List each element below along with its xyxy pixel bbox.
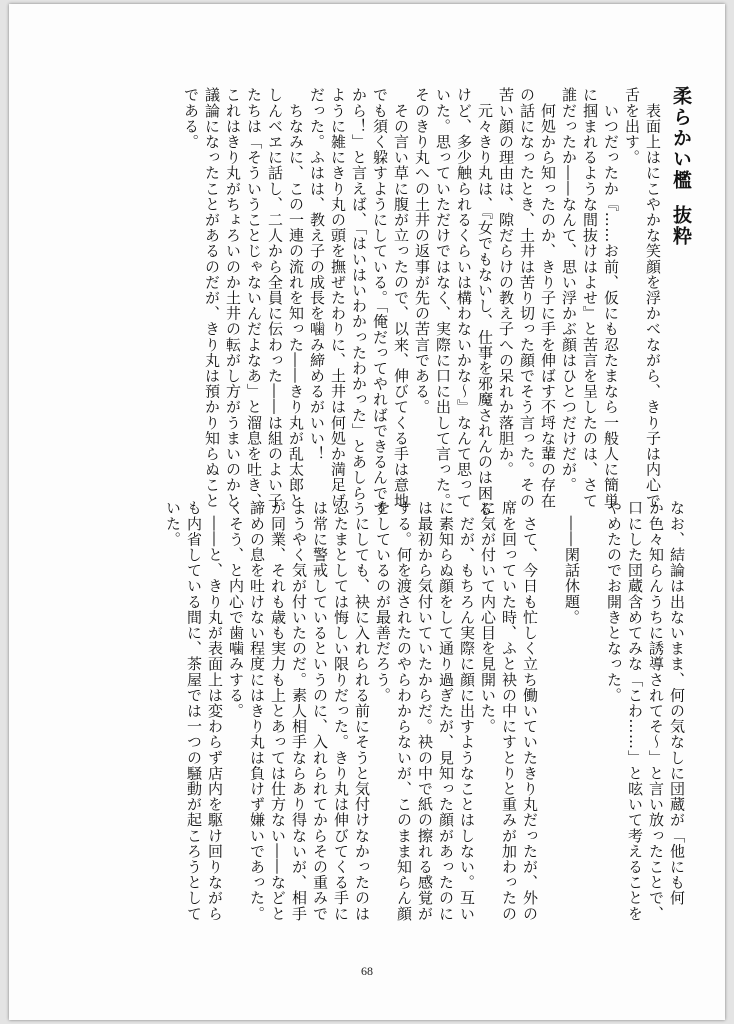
text-line: に掴まれるような間抜けはよせ』と苦言を呈したのは、さて [581,87,599,509]
upper-text-block [180,87,663,517]
text-line: いつだったか『……お前、仮にも忍たまなら一般人に簡単 [602,87,620,509]
text-line: は常に警戒しているというのに、入れられてからその重みで [311,500,329,922]
text-line [582,500,603,955]
text-line: しんベヱに話し、二人から全員に伝わった――は組のよい子 [266,87,284,509]
text-line: をしているのが最善だろう。 [374,500,392,703]
text-line: いた。思っていただけではなく、実際に口に出して言った。 [434,87,452,509]
text-line: ようやく気が付いたのだ。素人相手ならあり得ないが、相手 [290,500,308,922]
title-main: 柔らかい檻 [670,86,692,191]
text-line: 何処から知ったのか、きり子に手を伸ばす不埒な輩の存在 [539,87,557,509]
text-line: 表面上はにこやかな笑顔を浮かべながら、きり子は内心で [644,87,662,509]
document-page [9,4,725,1020]
text-line: に気が付いて内心目を見開いた。 [479,500,497,734]
text-line: ――と、きり丸が表面上は変わらず店内を駆け回りながら [206,500,224,922]
text-line: やめたのでお開きとなった。 [605,500,623,703]
text-line: に素知らぬ顔をして通り過ぎたが、見知った顔があったのに [437,500,455,922]
text-line: 誰だったか――なんて、思い浮かぶ顔はひとつだけだが。 [560,87,578,493]
text-line: する。何を渡されたのやらわからないが、このまま知らん顔 [395,500,413,922]
text-line: 口にした団蔵含めてみな「こわ……」と呟いて考えることを [626,500,644,922]
text-line: くそう、と内心で歯噛みする。 [227,500,245,719]
text-line: そのきり丸への土井の返事が先の苦言である。 [413,87,431,415]
text-line: でも須く躱すようにしている。「俺だってやればできるんです [371,87,389,517]
page-number: 68 [361,964,373,978]
text-line: の話になったとき、土井は苦り切った顔でそう言った。その [518,87,536,509]
text-line: は最初から気付いていたからだ。袂の中で紙の擦れる感覚が [416,500,434,922]
text-line: いた。 [164,500,182,547]
text-line: だった。ふはは、教え子の成長を噛み締めるがいい！ [308,87,326,462]
text-line: か色々知らんうちに誘導されてそ～」と言い放ったことで、 [647,500,665,922]
text-line: 諦めの息を吐けない程度にはきり丸は負けず嫌いであった。 [248,500,266,922]
text-line: ように雑にきり丸の頭を撫ぜたわりに、土井は何処か満足げ [329,87,347,509]
text-line: 席を回っていた時、ふと袂の中にすとりと重みが加わったの [500,500,518,922]
text-line: が同業、それも歳も実力も上とあっては仕方ない――などと [269,500,287,922]
text-line: も内省している間に、茶屋では一つの騒動が起ころうとして [185,500,203,922]
text-line: さて、今日も忙しく立ち働いていたきり丸だったが、外の [521,500,539,922]
title-sub: 抜粋 [670,205,692,247]
text-line: にしても、袂に入れられる前にそうと気付けなかったのは [353,500,371,922]
text-line: 苦い顔の理由は、隙だらけの教え子への呆れか落胆か。 [497,87,515,477]
text-line: たちは「そういうことじゃないんだよなあ」と溜息を吐き、 [245,87,263,509]
text-line: 議論になったことがあるのだが、きり丸は預かり知らぬこと [203,87,221,509]
lower-text-block [162,500,687,955]
text-line: ちなみに、この一連の流れを知った――きり丸が乱太郎と [287,87,305,509]
text-line: 忍たまとしては悔しい限りだった。きり丸は伸びてくる手に [332,500,350,922]
text-line: けど、多少触られるくらいは構わないかな～』なんて思って [455,87,473,509]
text-line: 元々きり丸は、『女でもないし、仕事を邪魔されんのは困る [476,87,494,517]
text-line: その言い草に腹が立ったので、以来、伸びてくる手は意地 [392,87,410,509]
text-line: なお、結論は出ないまま、何の気なしに団蔵が「他にも何 [668,500,686,906]
text-line [540,500,561,955]
text-line: である。 [182,87,200,150]
chapter-title [668,86,695,247]
text-line: から！」と言えば、「はいはいわかったわかった」とあしらう [350,87,368,517]
text-line: だが、もちろん実際に顔に出すようなことはしない。互い [458,500,476,922]
text-line: 舌を出す。 [623,87,641,165]
text-line: これはきり丸がちょろいのか土井の転がし方がうまいのかと [224,87,242,509]
text-line: ――閑話休題。 [563,500,581,625]
